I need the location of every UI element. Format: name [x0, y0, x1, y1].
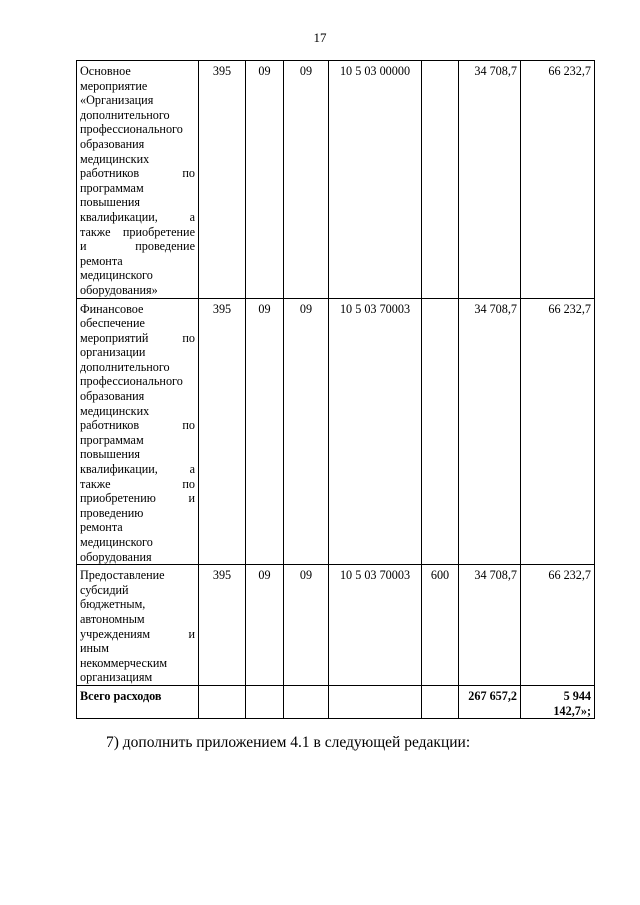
instruction-paragraph: 7) дополнить приложением 4.1 в следующей редакции: — [106, 734, 471, 751]
amount-year2-cell: 66 232,7 — [521, 61, 595, 299]
description-line: мероприятий по — [80, 330, 195, 345]
description-line: оборудования — [80, 549, 152, 564]
expense-type-cell — [422, 298, 459, 565]
empty-cell — [199, 685, 246, 718]
description-line: Предоставление — [80, 568, 165, 583]
description-line: обеспечение — [80, 316, 145, 331]
subsection-code-cell: 09 — [284, 565, 329, 686]
description-line: работников по — [80, 418, 195, 433]
expense-type-cell: 600 — [422, 565, 459, 686]
description-line: образования — [80, 136, 145, 151]
subsection-code-cell: 09 — [284, 61, 329, 299]
description-line: также по — [80, 476, 195, 491]
description-line: профессионального — [80, 122, 183, 137]
description-line: «Организация — [80, 93, 154, 108]
description-line: повышения — [80, 447, 141, 462]
description-cell — [77, 298, 199, 565]
grbs-code-cell: 395 — [199, 565, 246, 686]
subsection-code-cell: 09 — [284, 298, 329, 565]
description-line: повышения — [80, 195, 141, 210]
description-line: ремонта — [80, 253, 123, 268]
empty-cell — [329, 685, 422, 718]
grbs-code-cell: 395 — [199, 298, 246, 565]
description-line: дополнительного — [80, 359, 170, 374]
description-line: Финансовое — [80, 301, 144, 316]
description-line: квалификации, а — [80, 209, 195, 224]
section-code-cell: 09 — [246, 565, 284, 686]
amount-year1-cell: 34 708,7 — [459, 565, 521, 686]
description-line: оборудования» — [80, 282, 158, 297]
section-code-cell: 09 — [246, 61, 284, 299]
description-cell — [77, 61, 199, 299]
description-line: субсидий — [80, 582, 129, 597]
description-line: бюджетным, — [80, 597, 146, 612]
table-row — [77, 298, 595, 565]
description-line: приобретению и — [80, 491, 195, 506]
description-line: автономным — [80, 611, 145, 626]
section-code-cell: 09 — [246, 298, 284, 565]
target-article-cell: 10 5 03 00000 — [329, 61, 422, 299]
total-amount-year1-cell: 267 657,2 — [459, 685, 521, 718]
description-line: организациям — [80, 670, 153, 685]
expense-type-cell — [422, 61, 459, 299]
description-line: иным — [80, 641, 109, 656]
description-line: учреждениям и — [80, 626, 195, 641]
amount-year2-cell: 66 232,7 — [521, 565, 595, 686]
empty-cell — [422, 685, 459, 718]
total-label-cell: Всего расходов — [77, 685, 199, 718]
description-line: проведению — [80, 505, 144, 520]
description-line: дополнительного — [80, 107, 170, 122]
grbs-code-cell: 395 — [199, 61, 246, 299]
description-line: мероприятие — [80, 78, 148, 93]
target-article-cell: 10 5 03 70003 — [329, 565, 422, 686]
total-amount-year2-cell: 5 944 142,7»; — [521, 685, 595, 718]
description-line: и проведение — [80, 239, 195, 254]
description-line: некоммерческим — [80, 655, 168, 670]
amount-year1-cell: 34 708,7 — [459, 298, 521, 565]
empty-cell — [284, 685, 329, 718]
amount-year1-cell: 34 708,7 — [459, 61, 521, 299]
description-line: медицинского — [80, 535, 153, 549]
description-line: работников по — [80, 166, 195, 181]
table-row — [77, 565, 595, 686]
description-line: также приобретение — [80, 224, 195, 239]
description-line: медицинских — [80, 403, 150, 418]
description-line: программам — [80, 432, 144, 447]
total-row — [77, 685, 595, 718]
description-line: медицинского — [80, 268, 153, 283]
page-number: 17 — [313, 30, 327, 45]
description-line: организации — [80, 345, 146, 360]
description-line: квалификации, а — [80, 462, 195, 477]
description-line: программам — [80, 180, 144, 195]
description-line: Основное — [80, 64, 131, 78]
description-line: образования — [80, 389, 145, 404]
table-row — [77, 61, 595, 299]
empty-cell — [246, 685, 284, 718]
description-line: ремонта — [80, 520, 123, 535]
budget-table-body — [77, 61, 595, 719]
description-line: медицинских — [80, 151, 150, 166]
description-line: профессионального — [80, 374, 183, 389]
budget-table — [76, 60, 595, 719]
description-cell — [77, 565, 199, 686]
amount-year2-cell: 66 232,7 — [521, 298, 595, 565]
target-article-cell: 10 5 03 70003 — [329, 298, 422, 565]
